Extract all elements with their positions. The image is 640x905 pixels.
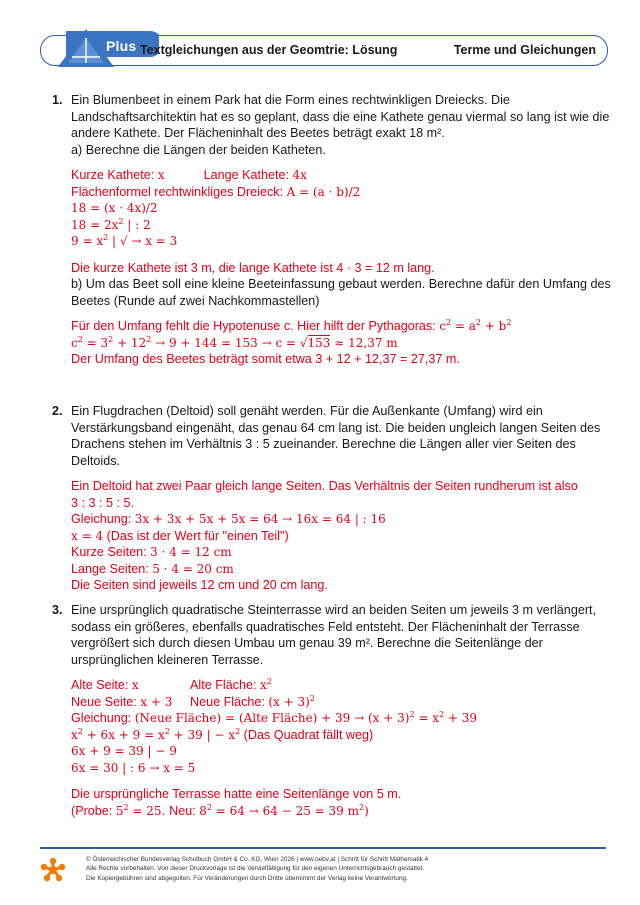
- question-line: sodass ein größeres, ebenfalls quadratisches Feld entsteht. Der Flächeninhalt der Terrasse: [71, 619, 580, 634]
- answer-result: Der Umfang des Beetes beträgt somit etwa 3 + 12 + 12,37 = 27,37 m.: [71, 352, 460, 366]
- answer-line: Ein Deltoid hat zwei Paar gleich lange Seiten. Das Verhältnis der Seiten rundherum ist also: [71, 479, 578, 493]
- question-line: Drachens stehen im Verhältnis 3 : 5 zueinander. Berechne die Längen aller vier Seiten des: [71, 437, 576, 451]
- answer-result: Die ursprüngliche Terrasse hatte eine Seitenlänge von 5 m.: [71, 787, 402, 801]
- answer-line: Gleichung: 3x + 3x + 5x + 5x = 64 → 16x = 64 | : 16: [71, 512, 386, 526]
- footer-copyright: [86, 855, 606, 883]
- answer-result: Die kurze Kathete ist 3 m, die lange Kathete ist 4 · 3 = 12 m lang.: [71, 260, 435, 275]
- answer-line: Flächenformel rechtwinkliges Dreieck: A = (a · b)/2: [71, 184, 361, 199]
- answer-line: 3 : 3 : 5 : 5.: [71, 495, 135, 510]
- question-line: a) Berechne die Längen der beiden Katheten.: [71, 142, 326, 157]
- question-line: Landschaftsarchitektin hat es so geplant, dass die eine Kathete genau viermal so lang ist wie die: [71, 109, 610, 124]
- task-number: 3.: [52, 603, 63, 617]
- answer-line: Neue Seite: x + 3 Neue Fläche: $(x + 3)^2$: [71, 693, 315, 709]
- footer-line: Alle Rechte vorbehalten. Von dieser Druckvorlage ist die Vervielfältigung für den eigenen Unterrichtsgebrauch gestattet.: [86, 865, 425, 873]
- question-line: Eine ursprünglich quadratische Steinterrasse wird an beiden Seiten um jeweils 3 m verlängert,: [71, 603, 597, 617]
- page-header: [40, 35, 608, 66]
- answer-line: Kurze Seiten: 3 · 4 = 12 cm: [71, 545, 232, 559]
- question-line: Ein Blumenbeet in einem Park hat die Form eines rechtwinkligen Dreiecks. Die: [71, 93, 510, 107]
- answer-equation: 6x = 30 | : 6 → x = 5: [71, 760, 196, 775]
- publisher-star-icon: [40, 857, 66, 883]
- footer-divider: [40, 847, 606, 849]
- answer-check: (Probe: $5^2 = 25$. Neu: $8^2 = 64 \to 64 - 25 = 39$ $m^2$): [71, 802, 369, 818]
- answer-line: Gleichung: (Neue Fläche) = (Alte Fläche) + $39 \to (x + 3)^2 = x^2 + 39$: [71, 710, 478, 725]
- logo-label: Plus: [106, 38, 137, 54]
- answer-line: Alte Seite: x Alte Fläche: $x^2$: [71, 677, 272, 692]
- answer-line: x = 4 (Das ist der Wert für "einen Teil"): [71, 528, 289, 543]
- answer-equation: 18 = (x · 4x)/2: [71, 201, 158, 215]
- question-line: Beetes (Runde auf zwei Nachkommastellen): [71, 293, 320, 308]
- page-title: Textgleichungen aus der Geomtrie: Lösung: [140, 43, 398, 57]
- footer-line: Die Kopiergebühren sind abgegolten. Für Veränderungen durch Dritte übernimmt der Verlag keine Verantwortung.: [86, 874, 408, 882]
- task-number: 1.: [52, 93, 63, 107]
- question-line: b) Um das Beet soll eine kleine Beeteinfassung gebaut werden. Berechne dafür den Umfang des: [71, 277, 611, 291]
- question-line: Deltoids.: [71, 453, 120, 468]
- answer-line: Lange Seiten: 5 · 4 = 20 cm: [71, 561, 234, 576]
- question-line: Ein Flugdrachen (Deltoid) soll genäht werden. Für die Außenkante (Umfang) wird ein: [71, 404, 543, 418]
- answer-equation: $c^2 = 3^2 + 12^2 \to 9 + 144 = 153 \to c = √153 \approx 12,37$ m: [71, 334, 398, 350]
- question-line: vergrößert sich durch diesen Umbau um genau 39 m². Berechne die Seitenlänge der: [71, 636, 543, 650]
- answer-result: Die Seiten sind jeweils 12 cm und 20 cm lang.: [71, 578, 328, 592]
- answer-equation: $9 = x^2$ | √ → x = 3: [71, 233, 178, 248]
- question-line: Verstärkungsband eingenäht, das genau 64 cm lang ist. Die beiden ungleich langen Seiten des: [71, 420, 601, 435]
- question-line: ursprünglichen kleineren Terrasse.: [71, 652, 264, 667]
- question-line: andere Kathete. Der Flächeninhalt des Beetes beträgt exakt 18 m².: [71, 126, 445, 140]
- answer-equation: 6x + 9 = 39 | − 9: [71, 744, 177, 758]
- answer-line: Für den Umfang fehlt die Hypotenuse c. Hier hilft der Pythagoras: $c^2 = a^2 + b^2$: [71, 318, 512, 333]
- answer-line: Kurze Kathete: x Lange Kathete: 4x: [71, 168, 307, 182]
- answer-equation: $18 = 2x^2$ | : 2: [71, 216, 151, 232]
- answer-line: $x^2 + 6x + 9 = x^2 + 39$ | − $x^2$ (Das Quadrat fällt weg): [71, 726, 374, 742]
- task-number: 2.: [52, 404, 63, 418]
- topic-title: Terme und Gleichungen: [453, 43, 596, 57]
- footer-line: © Österreichischer Bundesverlag Schulbuch GmbH & Co. KG, Wien 2026 | www.oebv.at | Schritt für Schritt Mathematik 4: [86, 856, 429, 863]
